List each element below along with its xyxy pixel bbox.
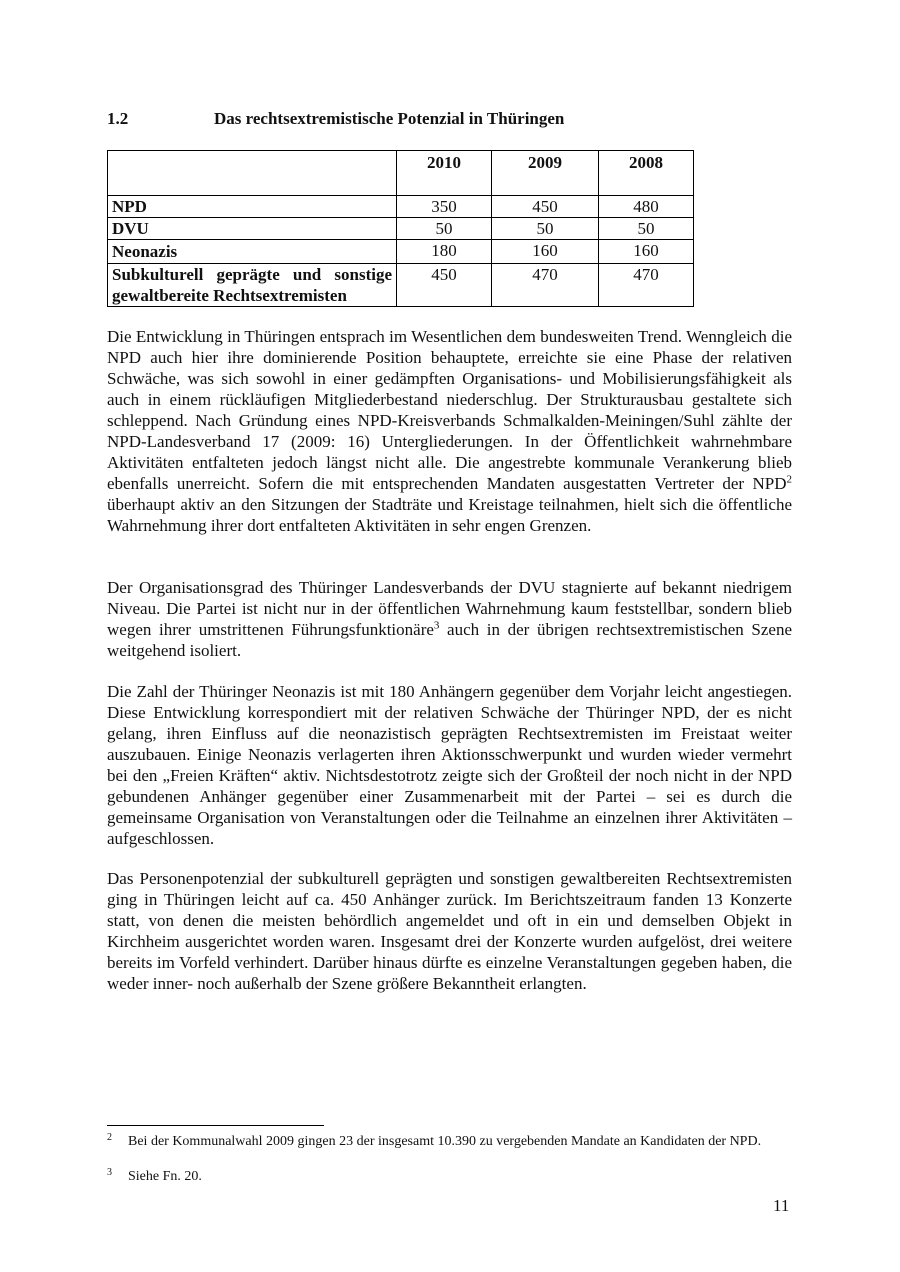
paragraph-text: überhaupt aktiv an den Sitzungen der Stadträte und Kreistage teilnahmen, hielt sich die öffentliche Wahrnehmung ihrer dort entfalteten Aktivitäten in sehr engen Grenzen. <box>107 495 792 535</box>
footnote-text: Bei der Kommunalwahl 2009 gingen 23 der insgesamt 10.390 zu vergebenden Mandate an Kandidaten der NPD. <box>128 1134 762 1149</box>
footnote <box>107 1168 792 1186</box>
table-cell: 160 <box>599 240 694 264</box>
table-cell: 480 <box>599 196 694 218</box>
table-cell: 50 <box>492 218 599 240</box>
table-cell: 50 <box>397 218 492 240</box>
table-row <box>108 264 694 307</box>
table-row <box>108 196 694 218</box>
footnote-text: Siehe Fn. 20. <box>128 1169 202 1184</box>
page-number: 11 <box>773 1196 790 1215</box>
table-row <box>108 218 694 240</box>
table-cell: 350 <box>397 196 492 218</box>
paragraph-dvu <box>107 577 792 661</box>
table-cell: 180 <box>397 240 492 264</box>
row-label: Subkulturell geprägte und sonstige gewaltbereite Rechtsextremisten <box>108 264 397 307</box>
table-header-cell: 2010 <box>397 151 492 196</box>
table-row <box>108 240 694 264</box>
paragraph-text: auch in der übrigen rechtsextremistischen Szene weitgehend isoliert. <box>107 620 792 660</box>
footnote <box>107 1133 792 1151</box>
table-header-cell: 2008 <box>599 151 694 196</box>
table-cell: 470 <box>599 264 694 307</box>
table-header-cell: 2009 <box>492 151 599 196</box>
section-heading <box>107 108 564 130</box>
table-header-row <box>108 151 694 196</box>
paragraph-neonazis: Die Zahl der Thüringer Neonazis ist mit 180 Anhängern gegenüber dem Vorjahr leicht angestiegen. Diese Entwicklung korrespondiert mit der relativen Schwäche der Thüringer NPD, der es nicht gelang, ihren Einfluss auf die neonazistisch geprägten Rechtsextremisten im Freistaat weiter auszubauen. Einige Neonazis verlagerten ihren Aktionsschwerpunkt und wurden wieder vermehrt bei den „Freien Kräften“ aktiv. Nichtsdestotrotz zeigte sich der Großteil der noch nicht in der NPD gebundenen Anhänger gegenüber einer Zusammenarbeit mit der Partei – sei es durch die gemeinsame Organisation von Veranstaltungen oder die Teilnahme an einzelnen ihrer Aktivitäten – aufgeschlossen. <box>107 682 792 848</box>
table-cell: 450 <box>492 196 599 218</box>
row-label: Neonazis <box>108 240 397 264</box>
paragraph-npd <box>107 326 792 536</box>
row-label: NPD <box>108 196 397 218</box>
table-cell: 450 <box>397 264 492 307</box>
footnote-number: 3 <box>107 1167 112 1178</box>
section-title: Das rechtsextremistische Potenzial in Thüringen <box>214 109 565 128</box>
footnote-ref: 2 <box>786 473 792 486</box>
paragraph-text: Der Organisationsgrad des Thüringer Landesverbands der DVU stagnierte auf bekannt niedrigem Niveau. Die Partei ist nicht nur in der öffentlichen Wahrnehmung kaum feststellbar, sondern blieb wegen ihrer umstrittenen Führungsfunktionäre <box>107 578 792 639</box>
table-cell: 160 <box>492 240 599 264</box>
table-cell: 470 <box>492 264 599 307</box>
paragraph-subculture: Das Personenpotenzial der subkulturell geprägten und sonstigen gewaltbereiten Rechtsextremisten ging in Thüringen leicht auf ca. 450 Anhänger zurück. Im Berichtszeitraum fanden 13 Konzerte statt, von denen die meisten behördlich angemeldet und oft in ein und demselben Objekt in Kirchheim ausgerichtet worden waren. Insgesamt drei der Konzerte wurden aufgelöst, drei weitere bereits im Vorfeld verhindert. Darüber hinaus dürfte es einzelne Veranstaltungen gegeben haben, die weder inner- noch außerhalb der Szene größere Bekanntheit erlangten. <box>107 869 792 993</box>
paragraph-text: Die Entwicklung in Thüringen entsprach im Wesentlichen dem bundesweiten Trend. Wenngleich die NPD auch hier ihre dominierende Position behauptete, erreichte sie eine Phase der relativen Schwäche, was sich sowohl in einer gedämpften Organisations- und Mobilisierungsfähigkeit als auch in einem rückläufigen Mitgliederbestand niederschlug. Der Strukturausbau gestaltete sich schleppend. Nach Gründung eines NPD-Kreisverbands Schmalkalden-Meiningen/Suhl zählte der NPD-Landesverband 17 (2009: 16) Untergliederungen. In der Öffentlichkeit wahrnehmbare Aktivitäten entfalteten jedoch längst nicht alle. Die angestrebte kommunale Verankerung blieb ebenfalls unerreicht. Sofern die mit entsprechenden Mandaten ausgestatten Vertreter der NPD <box>107 327 792 493</box>
potential-table <box>107 150 694 307</box>
row-label: DVU <box>108 218 397 240</box>
section-number: 1.2 <box>107 109 129 128</box>
footnote-divider <box>107 1125 324 1126</box>
table-cell: 50 <box>599 218 694 240</box>
table-header-cell <box>108 151 397 196</box>
footnote-number: 2 <box>107 1132 112 1143</box>
footnote-ref: 3 <box>433 619 440 632</box>
